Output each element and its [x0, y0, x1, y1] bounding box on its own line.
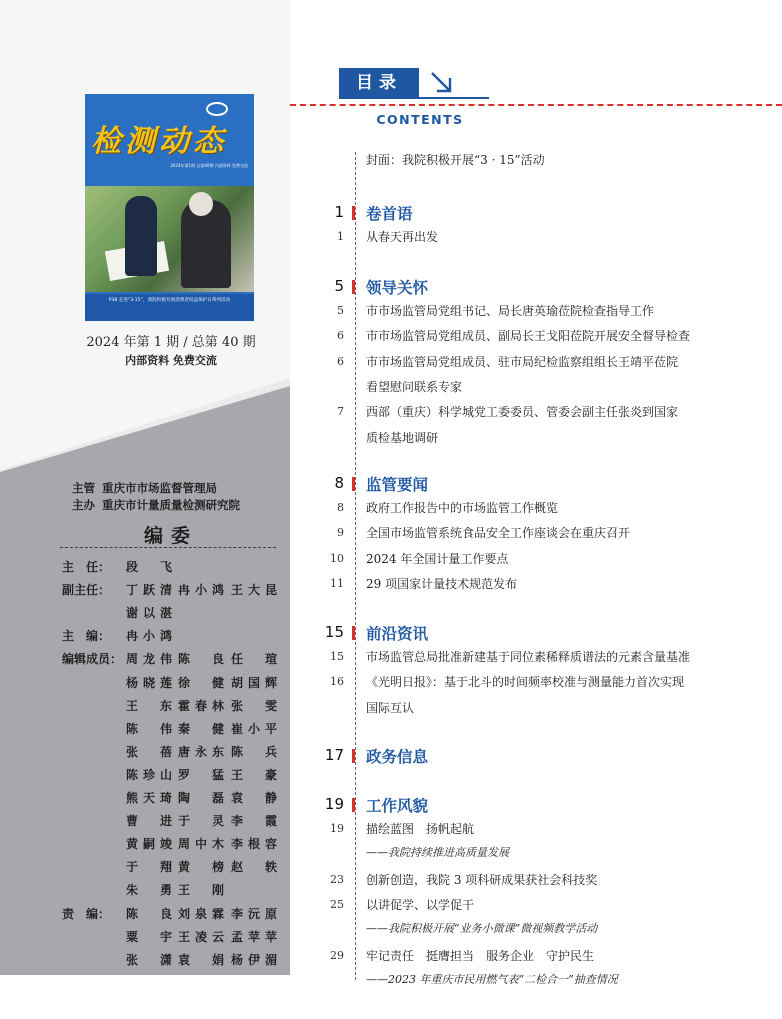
- section-title[interactable]: 领导关怀: [366, 276, 428, 298]
- board-member-name: 丁跃清: [126, 583, 172, 598]
- toc-entry-link[interactable]: 市市场监管局党组书记、局长唐英瑜莅院检查指导工作: [366, 304, 655, 318]
- board-row: [62, 928, 282, 948]
- entry-page-number: 29: [330, 948, 344, 962]
- sponsor-org: 重庆市计量质量检测研究院: [102, 498, 240, 512]
- board-row: [62, 697, 282, 717]
- internal-circulation-note: 内部资料 免费交流: [125, 354, 217, 367]
- entry-page-number: 16: [330, 675, 344, 689]
- cover-caption: P38 走进“3·15”，我院积极开展消费者权益保护日系列活动: [85, 294, 254, 321]
- board-row: [62, 812, 282, 832]
- entry-page-number: 1: [337, 230, 344, 243]
- toc-entry-subtitle: ——我院积极开展“业务小微课”微视频教学活动: [366, 922, 598, 936]
- board-member-name: 袁 静: [231, 791, 277, 805]
- toc-entry-link[interactable]: 市市场监管局党组成员、驻市局纪检监察组组长王靖平莅院: [366, 354, 679, 369]
- board-row: [62, 905, 282, 925]
- editorial-board-divider: [60, 547, 276, 548]
- board-member-name: 任 瑄: [231, 652, 277, 667]
- board-member-name: 于 灵: [178, 814, 224, 829]
- board-row: [62, 674, 282, 694]
- entry-page-number: 9: [337, 526, 344, 540]
- board-member-name: 袁 娟: [178, 952, 224, 967]
- issue-line: 2024 年第 1 期 / 总第 40 期: [86, 335, 256, 350]
- entry-page-number: 23: [330, 872, 344, 886]
- toc-entry-link[interactable]: 国际互认: [366, 700, 415, 715]
- toc-entry-link[interactable]: 2024 年全国计量工作要点: [366, 551, 509, 566]
- board-member-name: 赵 轶: [231, 860, 277, 875]
- section-page-number: 5: [334, 277, 344, 295]
- section-page-number: 15: [324, 623, 344, 641]
- board-row: [62, 720, 282, 740]
- board-member-name: 冉小鸿: [126, 629, 172, 644]
- board-member-name: 段 飞: [126, 560, 172, 574]
- heading-underline: [339, 97, 489, 99]
- toc-entry-link[interactable]: 描绘蓝图 扬帆起航: [366, 822, 475, 836]
- section-page-number: 1: [334, 203, 344, 221]
- entry-page-number: 11: [330, 576, 344, 590]
- board-member-name: 秦 健: [178, 721, 224, 736]
- board-member-name: 罗 猛: [178, 767, 224, 782]
- entry-page-number: 5: [337, 304, 344, 317]
- sponsor-label: 主办: [72, 498, 95, 512]
- toc-entry-link[interactable]: 创新创造，我院 3 项科研成果获社会科技奖: [366, 872, 598, 887]
- board-role: 主 任：: [62, 560, 111, 574]
- cover-photo-figure-head: [189, 192, 213, 216]
- toc-entry-link[interactable]: 看望慰问联系专家: [366, 379, 463, 394]
- sponsor-label: 主管: [72, 481, 95, 495]
- toc-entry-link[interactable]: 市场监管总局批准新建基于同位素稀释质谱法的元素含量基准: [366, 650, 691, 664]
- entry-page-number: 25: [330, 897, 344, 911]
- section-page-number: 19: [324, 795, 344, 813]
- board-row: [62, 835, 282, 855]
- board-member-name: 陈 良: [126, 906, 172, 921]
- board-member-name: 陶 磊: [178, 791, 224, 805]
- cover-title: 检测动态: [91, 124, 227, 159]
- toc-entry-link[interactable]: 29 项国家计量技术规范发布: [366, 576, 518, 591]
- entry-page-number: 8: [337, 501, 344, 514]
- section-title[interactable]: 政务信息: [366, 745, 428, 767]
- red-dashed-divider: [290, 104, 782, 106]
- board-member-name: 胡国辉: [231, 675, 277, 690]
- section-title[interactable]: 卷首语: [366, 202, 413, 224]
- board-member-name: 曹 进: [126, 814, 172, 829]
- cover-photo: [85, 186, 254, 292]
- board-row: [62, 604, 282, 624]
- board-member-name: 粟 宇: [126, 929, 172, 944]
- board-role: 编辑成员：: [62, 652, 123, 667]
- board-member-name: 刘泉霖: [178, 906, 224, 921]
- board-role: 主 编：: [62, 629, 111, 644]
- board-member-name: 朱 勇: [126, 883, 172, 898]
- cover-note: 封面：我院积极开展“3 · 15”活动: [366, 153, 545, 167]
- board-member-name: 周龙伟: [126, 652, 172, 667]
- section-title[interactable]: 监管要闻: [366, 473, 428, 495]
- board-member-name: 张 雯: [231, 698, 277, 713]
- board-member-name: 周中木: [178, 837, 224, 852]
- board-member-name: 王 刚: [178, 883, 224, 898]
- sponsor-org: 重庆市市场监督管理局: [102, 481, 217, 495]
- toc-entry-link[interactable]: 质检基地调研: [366, 430, 439, 445]
- section-title[interactable]: 前沿资讯: [366, 622, 428, 644]
- board-member-name: 张 潇: [126, 952, 172, 967]
- board-row: [62, 558, 282, 578]
- section-page-number: 8: [334, 474, 344, 492]
- toc-dashed-spine: [355, 152, 356, 980]
- board-member-name: 熊天琦: [126, 791, 172, 805]
- board-row: [62, 881, 282, 901]
- board-member-name: 杨晓莲: [126, 675, 172, 690]
- board-member-name: 黄嗣竣: [126, 837, 172, 852]
- board-member-name: 王 豪: [231, 767, 277, 782]
- sponsor-supervisor: [72, 480, 217, 496]
- board-member-name: 孟苹苹: [231, 929, 277, 944]
- board-member-name: 陈 良: [178, 652, 224, 667]
- institute-logo-icon: [206, 102, 228, 116]
- toc-entry-subtitle: ——2023 年重庆市民用燃气表“二检合一”抽查情况: [366, 972, 618, 986]
- board-member-name: 黄 榜: [178, 860, 224, 875]
- toc-entry-subtitle: ——我院持续推进高质量发展: [366, 846, 509, 860]
- entry-page-number: 19: [330, 822, 344, 835]
- board-member-name: 杨伊湄: [231, 952, 277, 967]
- board-member-name: 王大昆: [231, 583, 277, 598]
- toc-entry-link[interactable]: 政府工作报告中的市场监管工作概览: [366, 501, 559, 515]
- board-role: 责 编：: [62, 906, 111, 921]
- toc-entry-link[interactable]: 从春天再出发: [366, 230, 439, 244]
- board-member-name: 王凌云: [178, 929, 224, 944]
- arrow-down-right-icon: [429, 70, 453, 94]
- toc-entry-link[interactable]: 全国市场监管系统食品安全工作座谈会在重庆召开: [366, 526, 631, 541]
- board-row: [62, 766, 282, 786]
- board-role: 副主任：: [62, 583, 111, 598]
- board-member-name: 李 霞: [231, 814, 277, 829]
- editorial-board-title: 编委: [143, 525, 198, 547]
- board-member-name: 崔小平: [231, 721, 277, 736]
- section-page-number: 17: [324, 746, 344, 764]
- board-member-name: 张 蓓: [126, 744, 172, 759]
- entry-page-number: 10: [330, 551, 344, 565]
- toc-entry-link[interactable]: 西部（重庆）科学城党工委委员、管委会副主任张炎到国家: [366, 405, 679, 420]
- board-row: [62, 743, 282, 763]
- toc-entry-link[interactable]: 以讲促学、以学促干: [366, 897, 475, 912]
- board-member-name: 霍春林: [178, 698, 224, 713]
- board-row: [62, 650, 282, 670]
- cover-photo-figure: [125, 196, 157, 276]
- magazine-cover[interactable]: [85, 94, 254, 321]
- board-row: [62, 951, 282, 971]
- entry-page-number: 15: [330, 650, 344, 663]
- board-member-name: 谢以湛: [126, 606, 172, 621]
- board-row: [62, 581, 282, 601]
- board-member-name: 徐 健: [178, 675, 224, 690]
- section-title[interactable]: 工作风貌: [366, 794, 428, 816]
- toc-entry-link[interactable]: 牢记责任 挺膺担当 服务企业 守护民生: [366, 948, 595, 963]
- entry-page-number: 6: [337, 329, 344, 343]
- sponsor-host: [72, 497, 240, 513]
- board-member-name: 李沅原: [231, 906, 277, 921]
- contents-heading: 目录: [339, 68, 419, 98]
- board-member-name: 陈 伟: [126, 721, 172, 736]
- entry-page-number: 6: [337, 354, 344, 368]
- board-row: [62, 858, 282, 878]
- entry-page-number: 7: [337, 405, 344, 419]
- toc-entry-link[interactable]: 市市场监管局党组成员、副局长王戈阳莅院开展安全督导检查: [366, 329, 691, 344]
- contents-subheading: CONTENTS: [376, 112, 464, 127]
- board-member-name: 陈 兵: [231, 744, 277, 759]
- board-member-name: 王 东: [126, 698, 172, 713]
- board-member-name: 于 翔: [126, 860, 172, 875]
- board-row: [62, 627, 282, 647]
- board-member-name: 陈珍山: [126, 767, 172, 782]
- board-member-name: 冉小鸿: [178, 583, 224, 598]
- board-member-name: 李根容: [231, 837, 277, 852]
- board-row: [62, 789, 282, 809]
- toc-entry-link[interactable]: 《光明日报》：基于北斗的时间频率校准与测量能力首次实现: [366, 675, 685, 690]
- cover-issue-block: 2024年第1期 总第40期 内部资料 免费交流: [170, 163, 248, 168]
- board-member-name: 唐永东: [178, 744, 224, 759]
